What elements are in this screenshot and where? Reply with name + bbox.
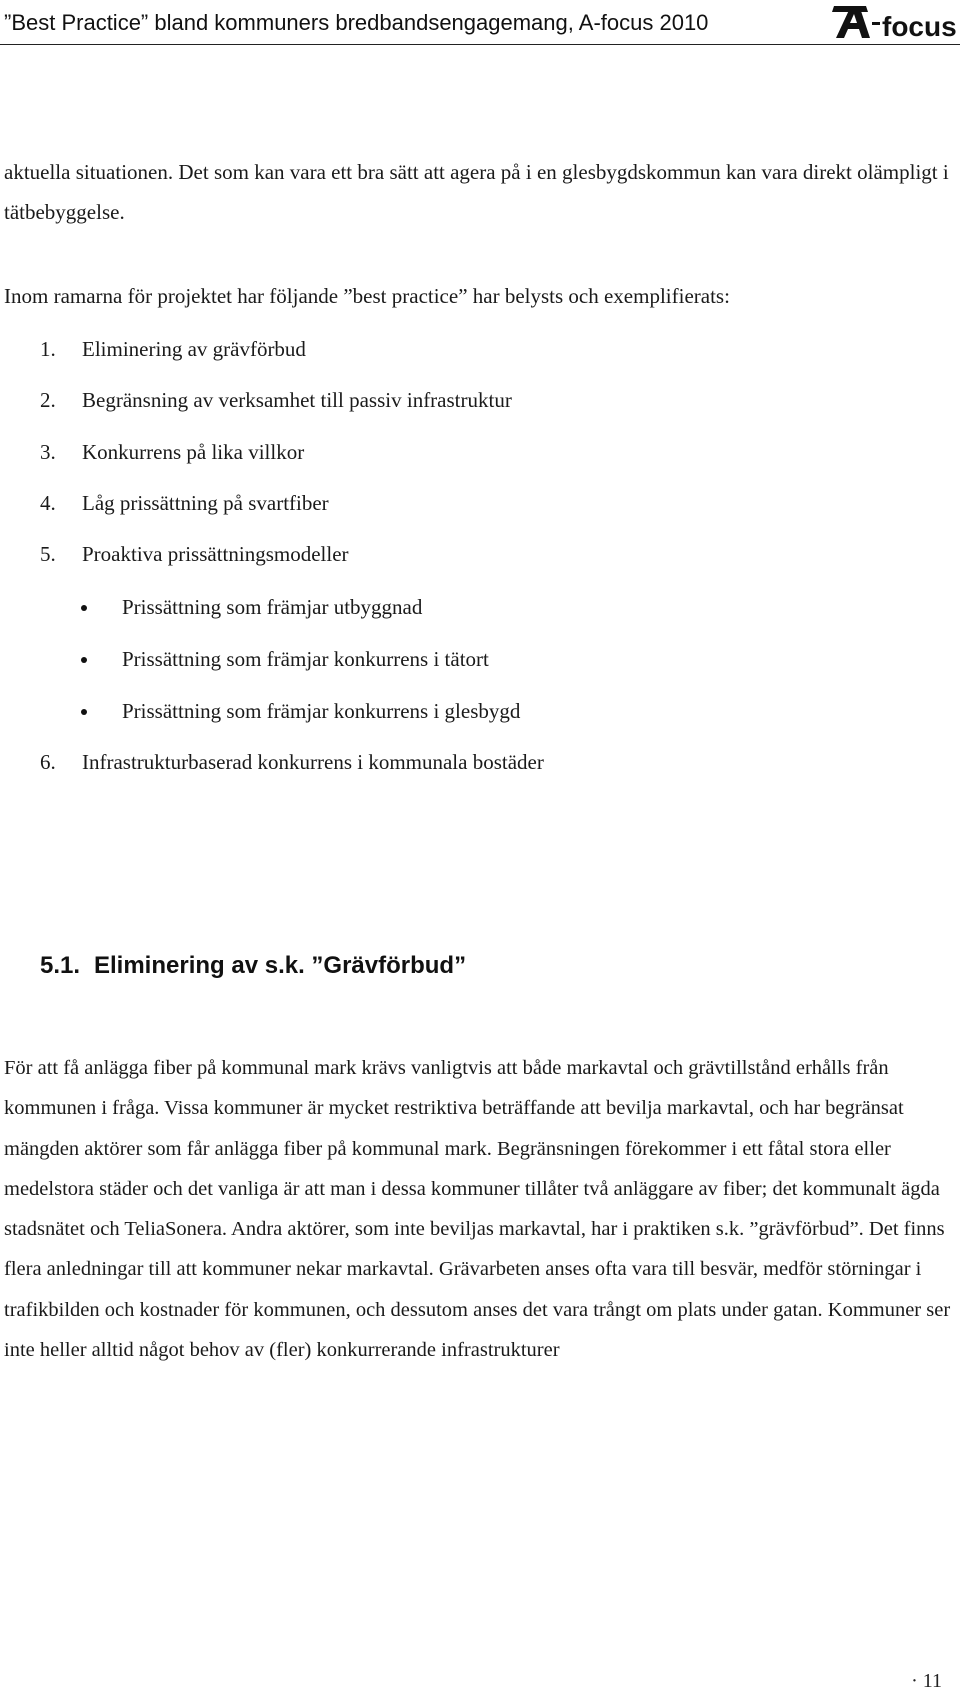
list-number: 5. [40, 542, 56, 566]
bullet-icon [81, 657, 87, 663]
svg-text:focus: focus [882, 11, 957, 42]
list-text: Infrastrukturbaserad konkurrens i kommunala bostäder [82, 750, 544, 774]
bullet-icon [81, 605, 87, 611]
list-number: 1. [40, 337, 56, 361]
list-number: 4. [40, 491, 56, 515]
page-header [0, 0, 960, 45]
list-text: Låg prissättning på svartfiber [82, 491, 329, 515]
list-number: 2. [40, 388, 56, 412]
header-title: ”Best Practice” bland kommuners bredbandsengagemang, A-focus 2010 [4, 10, 709, 35]
section-number: 5.1. [40, 952, 81, 979]
bullet-text: Prissättning som främjar konkurrens i tätort [122, 647, 489, 671]
lead-paragraph: Inom ramarna för projektet har följande ”best practice” har belysts och exemplifierats: [4, 284, 730, 308]
list-number: 3. [40, 440, 56, 464]
list-number: 6. [40, 750, 56, 774]
a-focus-logo [826, 2, 960, 42]
list-text: Eliminering av grävförbud [82, 337, 306, 361]
bullet-text: Prissättning som främjar konkurrens i glesbygd [122, 699, 521, 723]
body-paragraph: För att få anlägga fiber på kommunal mark krävs vanligtvis att både markavtal och grävtillstånd erhålls från kommunen i fråga. Vissa kommuner är mycket restriktiva beträffande att bevilja markavtal, och har begränsat mängden aktörer som får anlägga fiber på kommunal mark. Begränsningen förekommer i ett fåtal stora eller medelstora städer och det vanliga är att man i dessa kommuner tillåter två anläggare av fiber; det kommunalt ägda stadsnätet och TeliaSonera. Andra aktörer, som inte beviljas markavtal, har i praktiken s.k. ”grävförbud”. Det finns flera anledningar till att kommuner nekar markavtal. Grävarbeten anses ofta vara till besvär, medför störningar i trafikbilden och kostnader för kommunen, och dessutom anses det vara trångt om plats under gatan. Kommuner ser inte heller alltid något behov av (fler) konkurrerande infrastrukturer [4, 1057, 951, 1362]
intro-paragraph: aktuella situationen. Det som kan vara ett bra sätt att agera på i en glesbygdskommun kan vara direkt olämpligt i tätbebyggelse. [4, 160, 949, 224]
list-text: Proaktiva prissättningsmodeller [82, 542, 349, 566]
bullet-text: Prissättning som främjar utbyggnad [122, 595, 423, 619]
bullet-icon [81, 709, 87, 715]
list-text: Konkurrens på lika villkor [82, 440, 305, 464]
section-title: Eliminering av s.k. ”Grävförbud” [94, 952, 467, 979]
list-text: Begränsning av verksamhet till passiv infrastruktur [82, 388, 512, 412]
page-number: · 11 [911, 1670, 942, 1692]
